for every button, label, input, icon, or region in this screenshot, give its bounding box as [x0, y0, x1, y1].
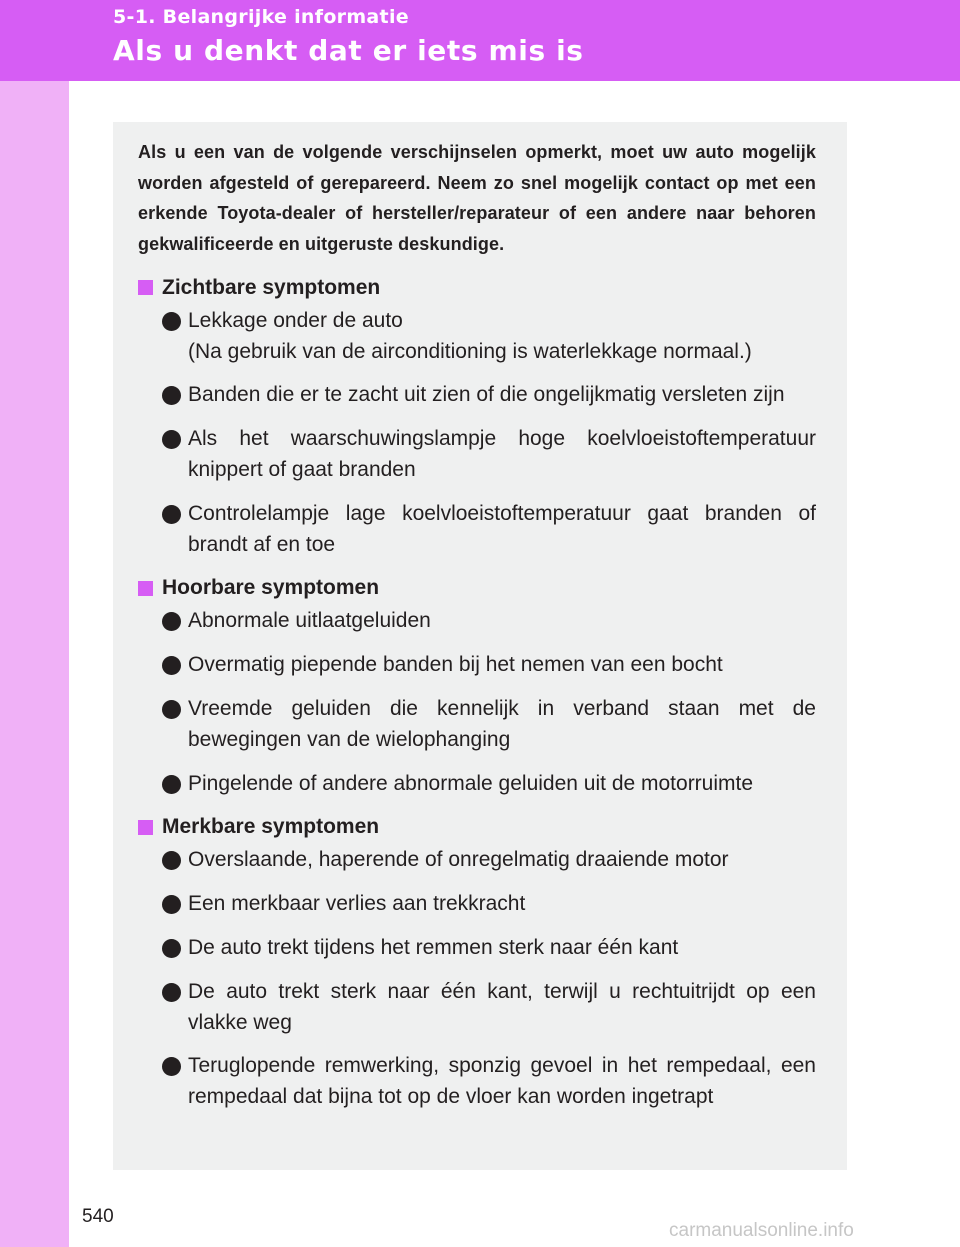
list-item-text: De auto trekt tijdens het remmen sterk naar één kant	[188, 935, 679, 959]
list-item	[162, 769, 816, 800]
list-item	[162, 606, 816, 637]
page-number: 540	[82, 1206, 114, 1227]
list-item	[162, 306, 816, 368]
list-item	[162, 1051, 816, 1113]
section-noticeable-symptoms	[138, 812, 816, 1113]
bullet-icon	[162, 430, 181, 449]
list-item	[162, 889, 816, 920]
list-item-text: Overslaande, haperende of onregelmatig draaiende motor	[188, 848, 729, 872]
square-icon	[138, 280, 153, 295]
watermark: carmanualsonline.info	[669, 1220, 854, 1241]
list-item	[162, 977, 816, 1039]
section-label: 5-1. Belangrijke informatie	[113, 6, 409, 28]
square-icon	[138, 820, 153, 835]
bullet-icon	[162, 1057, 181, 1076]
bullet-icon	[162, 895, 181, 914]
square-icon	[138, 581, 153, 596]
list-item-text: Als het waarschuwingslampje hoge koelvloeistoftemperatuur knippert of gaat branden	[188, 427, 816, 481]
list-item	[162, 694, 816, 756]
bullet-icon	[162, 312, 181, 331]
page-header	[0, 0, 960, 81]
list-item	[162, 380, 816, 411]
list-item	[162, 424, 816, 486]
bullet-icon	[162, 700, 181, 719]
list-item-text: Pingelende of andere abnormale geluiden uit de motorruimte	[188, 771, 754, 795]
list-item-text: De auto trekt sterk naar één kant, terwijl u rechtuitrijdt op een vlakke weg	[188, 979, 816, 1034]
list-item	[162, 499, 816, 561]
list-item-text: Een merkbaar verlies aan trekkracht	[188, 892, 526, 916]
bullet-icon	[162, 505, 181, 524]
page-side-band	[0, 0, 69, 1247]
list-item-text: Abnormale uitlaatgeluiden	[188, 609, 431, 633]
list-item	[162, 933, 816, 964]
symptom-list	[138, 845, 816, 1113]
content-box	[113, 122, 847, 1170]
list-item	[162, 650, 816, 681]
list-item-text: Overmatig piepende banden bij het nemen van een bocht	[188, 653, 723, 677]
list-item-subtext: (Na gebruik van de airconditioning is waterlekkage normaal.)	[188, 339, 752, 363]
bullet-icon	[162, 775, 181, 794]
bullet-icon	[162, 612, 181, 631]
section-heading-label: Hoorbare symptomen	[162, 576, 380, 600]
page-title: Als u denkt dat er iets mis is	[113, 34, 584, 67]
section-audible-symptoms	[138, 573, 816, 799]
section-heading	[138, 812, 816, 842]
intro-text: Als u een van de volgende verschijnselen opmerkt, moet uw auto mogelijk worden afgesteld of gerepareerd. Neem zo snel mogelijk contact op met een erkende Toyota-dealer of hersteller/reparateur of een andere naar behoren gekwalificeerde en uitgeruste deskundige.	[138, 142, 816, 255]
symptom-list	[138, 606, 816, 799]
list-item-text: Teruglopende remwerking, sponzig gevoel in het rempedaal, een rempedaal dat bijna tot op de vloer kan worden ingetrapt	[188, 1054, 816, 1109]
list-item-text: Lekkage onder de auto	[188, 308, 403, 332]
list-item-text: Vreemde geluiden die kennelijk in verband staan met de bewegingen van de wielophanging	[188, 696, 816, 751]
section-heading-label: Zichtbare symptomen	[162, 275, 381, 299]
section-heading	[138, 573, 816, 603]
list-item-text: Controlelampje lage koelvloeistoftemperatuur gaat branden of brandt af en toe	[188, 501, 816, 556]
bullet-icon	[162, 983, 181, 1002]
list-item-text: Banden die er te zacht uit zien of die ongelijkmatig versleten zijn	[188, 383, 785, 407]
symptom-list	[138, 306, 816, 561]
bullet-icon	[162, 851, 181, 870]
bullet-icon	[162, 656, 181, 675]
section-heading-label: Merkbare symptomen	[162, 815, 380, 839]
bullet-icon	[162, 939, 181, 958]
section-heading	[138, 273, 816, 303]
bullet-icon	[162, 386, 181, 405]
section-visible-symptoms	[138, 273, 816, 561]
list-item	[162, 845, 816, 876]
